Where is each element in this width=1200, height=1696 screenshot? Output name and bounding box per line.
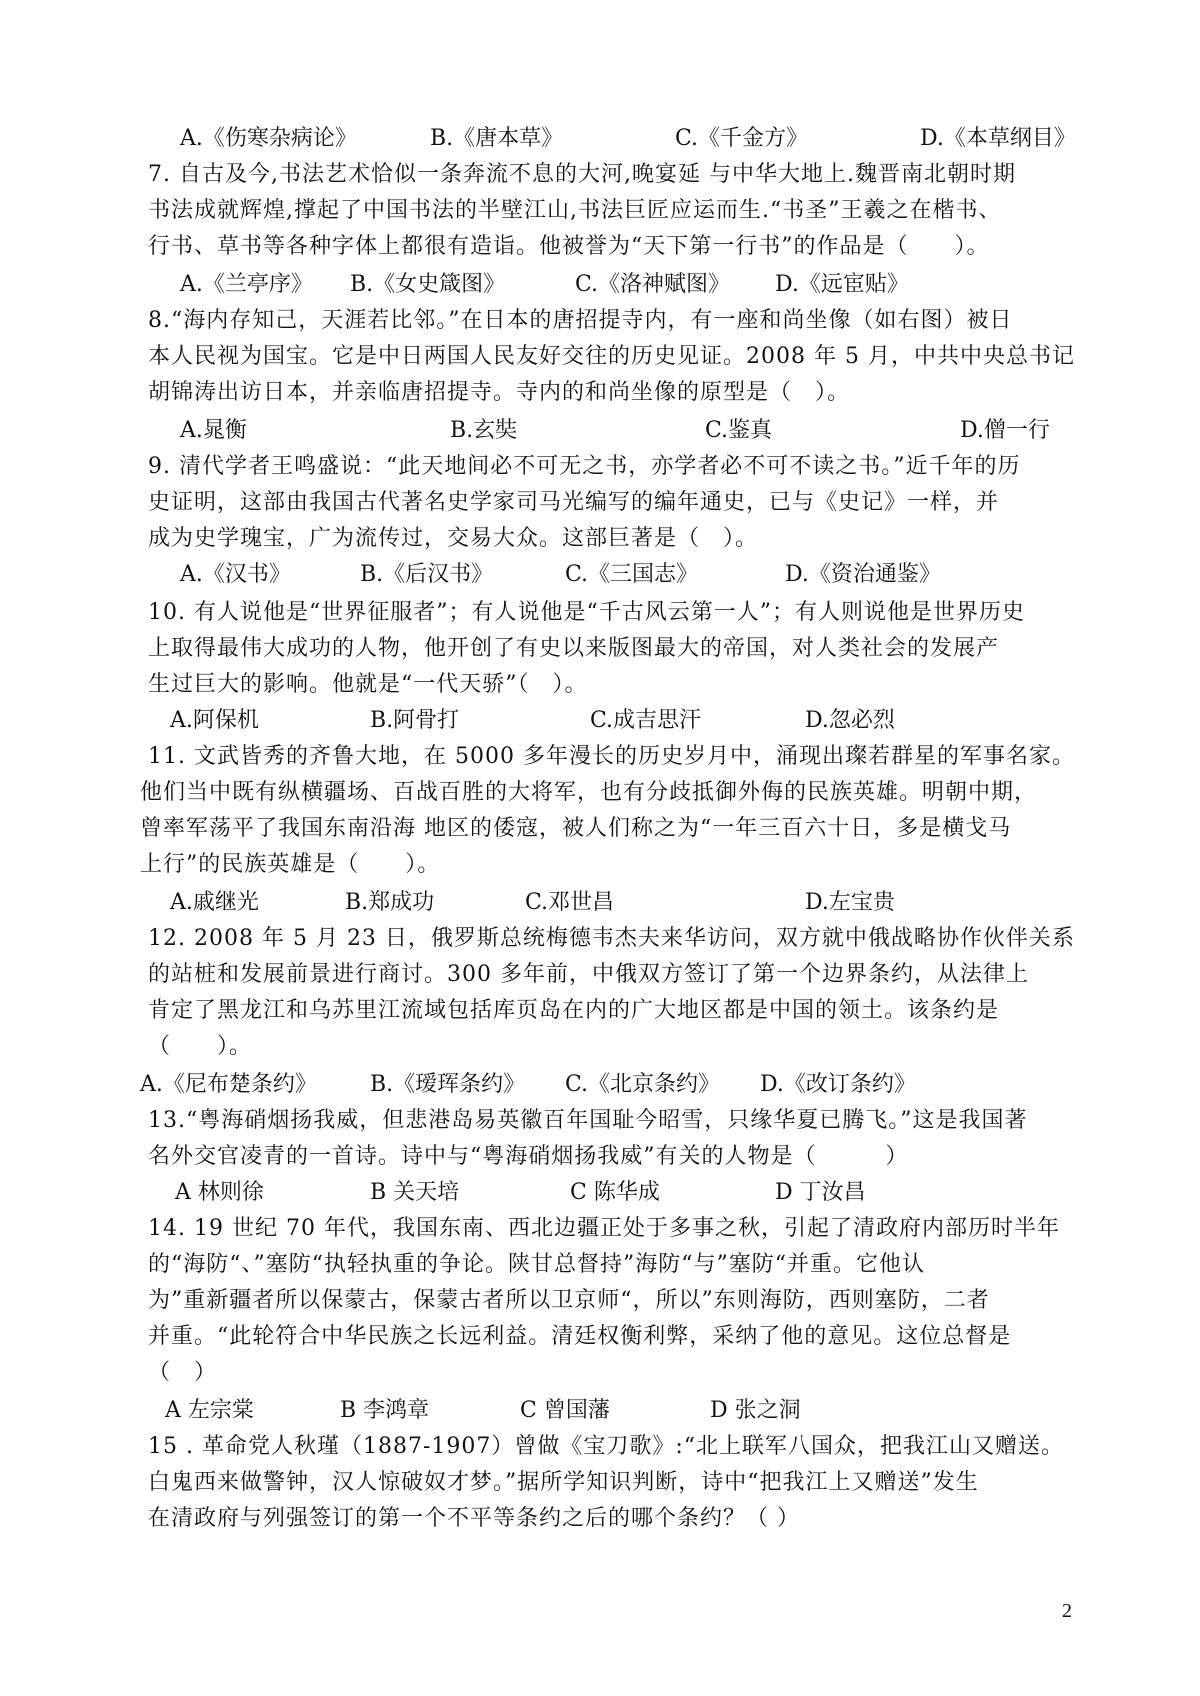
question-12-line-1: 12. 2008 年 5 月 23 日，俄罗斯总统梅德韦杰夫来华访问，双方就中俄战略协作伙伴关系: [148, 926, 1075, 951]
question-9-line-1: 9. 清代学者王鸣盛说：“此天地间必不可无之书，亦学者必不可不读之书。”近千年的历: [148, 454, 1021, 479]
question-15-line-1: 15 . 革命党人秋瑾（1887-1907）曾做《宝刀歌》:“北上联军八国众，把我江山又赠送。: [148, 1434, 1065, 1459]
option-b: B.郑成功: [345, 890, 435, 915]
option-b: B.《瑷珲条约》: [370, 1072, 526, 1097]
option-c: C.《三国志》: [565, 562, 699, 587]
option-d: D.《改订条约》: [760, 1072, 916, 1097]
option-c: C 曾国藩: [520, 1398, 610, 1423]
option-a: A.《兰亭序》: [180, 272, 313, 297]
option-a: A.《尼布楚条约》: [140, 1072, 317, 1097]
option-d: D.《本草纲目》: [920, 126, 1076, 151]
question-11-line-4: 上行”的民族英雄是（ ）。: [140, 852, 441, 877]
option-c: C.《洛神赋图》: [575, 272, 731, 297]
option-d: D.僧一行: [960, 418, 1050, 443]
question-8-line-2: 本人民视为国宝。它是中日两国人民友好交往的历史见证。2008 年 5 月，中共中央总书记: [148, 344, 1075, 369]
option-b: B 李鸿章: [340, 1398, 430, 1423]
option-d: D.忽必烈: [805, 708, 895, 733]
option-c: C.《北京条约》: [565, 1072, 721, 1097]
question-15-line-3: 在清政府与列强签订的第一个不平等条约之后的哪个条约？（ ）: [148, 1506, 800, 1531]
question-10-line-2: 上取得最伟大成功的人物，他开创了有史以来版图最大的帝国，对人类社会的发展产: [148, 636, 1000, 661]
question-12-line-3: 肯定了黑龙江和乌苏里江流域包括库页岛在内的广大地区都是中国的领土。该条约是: [148, 998, 1000, 1023]
option-b: B.《女史箴图》: [350, 272, 506, 297]
option-a: A.《汉书》: [180, 562, 291, 587]
question-8-line-1: 8.“海内存知己，天涯若比邻。”在日本的唐招提寺内，有一座和尚坐像（如右图）被日: [148, 308, 1013, 333]
question-7-line-1: 7. 自古及今,书法艺术恰似一条奔流不息的大河,晚宴延 与中华大地上.魏晋南北朝时期: [148, 162, 1016, 187]
question-14-line-5: （ ）: [148, 1360, 218, 1385]
question-10-line-1: 10. 有人说他是“世界征服者”；有人说他是“千古风云第一人”；有人则说他是世界历史: [148, 600, 1025, 625]
option-b: B.阿骨打: [370, 708, 460, 733]
option-b: B.《唐本草》: [430, 126, 564, 151]
page-number: 2: [1062, 1600, 1072, 1622]
option-c: C.《千金方》: [675, 126, 809, 151]
option-a: A 林则徐: [175, 1180, 264, 1205]
question-14-line-1: 14. 19 世纪 70 年代，我国东南、西北边疆正处于多事之秋，引起了清政府内部历时半年: [148, 1216, 1060, 1241]
option-c: C.成吉思汗: [590, 708, 702, 733]
option-a: A.戚继光: [170, 890, 259, 915]
question-13-line-1: 13.“粤海硝烟扬我威，但悲港岛易英徽百年国耻今昭雪，只缘华夏已腾飞。”这是我国著: [148, 1108, 1028, 1133]
question-11-line-3: 曾率军荡平了我国东南沿海 地区的倭寇，被人们称之为“一年三百六十日，多是横戈马: [140, 816, 1012, 841]
option-b: B.玄奘: [450, 418, 518, 443]
question-15-line-2: 白鬼西来做警钟，汉人惊破奴才梦。”据所学知识判断，诗中“把我江上又赠送”发生: [148, 1470, 979, 1495]
question-11-line-1: 11. 文武皆秀的齐鲁大地，在 5000 多年漫长的历史岁月中，涌现出璨若群星的军事名家。: [148, 744, 1075, 769]
question-14-line-3: 为”重新疆者所以保蒙古，保蒙古者所以卫京师“，所以”东则海防，西则塞防，二者: [148, 1288, 990, 1313]
option-a: A.《伤寒杂病论》: [180, 126, 357, 151]
option-a: A 左宗棠: [165, 1398, 254, 1423]
option-a: A.晁衡: [180, 418, 247, 443]
question-8-line-3: 胡锦涛出访日本，并亲临唐招提寺。寺内的和尚坐像的原型是（ ）。: [148, 380, 851, 405]
question-12-line-4: （ ）。: [148, 1034, 253, 1059]
question-14-line-2: 的“海防“、”塞防“执轻执重的争论。陕甘总督持”海防“与”塞防“并重。它他认: [148, 1252, 925, 1277]
option-d: D 丁汝昌: [775, 1180, 866, 1205]
option-c: C.鉴真: [705, 418, 773, 443]
option-d: D.《资治通鉴》: [785, 562, 941, 587]
question-9-line-2: 史证明，这部由我国古代著名史学家司马光编写的编年通史，已与《史记》一样，并: [148, 490, 1000, 515]
option-c: C.邓世昌: [525, 890, 615, 915]
option-b: B 关天培: [370, 1180, 460, 1205]
question-7-line-3: 行书、草书等各种字体上都很有造诣。他被誉为“天下第一行书”的作品是（ ）。: [148, 234, 990, 259]
option-a: A.阿保机: [170, 708, 259, 733]
option-c: C 陈华成: [570, 1180, 660, 1205]
question-11-line-2: 他们当中既有纵横疆场、百战百胜的大将军，也有分歧抵御外侮的民族英雄。明朝中期，: [140, 780, 1038, 805]
option-d: D.《远宦贴》: [775, 272, 909, 297]
option-d: D.左宝贵: [805, 890, 895, 915]
question-14-line-4: 并重。“此轮符合中华民族之长远利益。清廷权衡利弊，采纳了他的意见。这位总督是: [148, 1324, 1012, 1349]
option-d: D 张之洞: [710, 1398, 801, 1423]
question-10-line-3: 生过巨大的影响。他就是“一代天骄”（ ）。: [148, 672, 588, 697]
question-13-line-2: 名外交官凌青的一首诗。诗中与“粤海硝烟扬我威”有关的人物是（ ）: [148, 1144, 909, 1169]
question-12-line-2: 的站桩和发展前景进行商讨。300 多年前，中俄双方签订了第一个边界条约，从法律上: [148, 962, 1029, 987]
question-7-line-2: 书法成就辉煌,撑起了中国书法的半壁江山,书法巨匠应运而生.“书圣”王羲之在楷书、: [148, 198, 1002, 223]
option-b: B.《后汉书》: [360, 562, 494, 587]
question-9-line-3: 成为史学瑰宝，广为流传过，交易大众。这部巨著是（ ）。: [148, 526, 759, 551]
